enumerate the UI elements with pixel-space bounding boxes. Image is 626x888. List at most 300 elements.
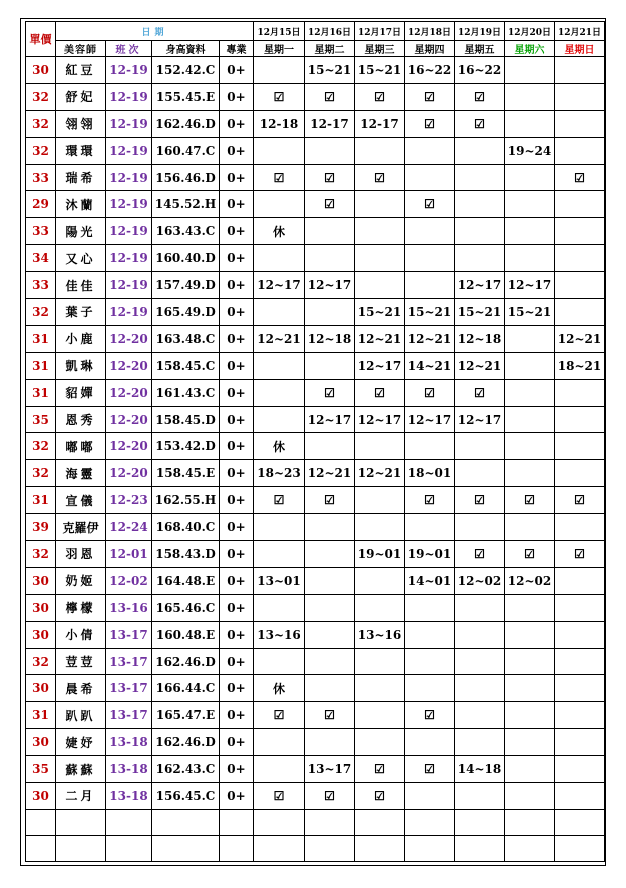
schedule-cell [455,783,505,810]
class-cell: 13-18 [106,756,152,783]
header-spec: 專業 [220,41,254,57]
schedule-cell [254,245,305,272]
schedule-cell: 12~17 [455,406,505,433]
schedule-cell [254,379,305,406]
spec-cell: 0+ [220,110,254,137]
schedule-cell [505,245,555,272]
header-weekday: 星期三 [355,41,405,57]
schedule-cell: ☑ [455,110,505,137]
empty-cell [254,809,305,835]
spec-cell: 0+ [220,594,254,621]
schedule-cell: ☑ [254,783,305,810]
schedule-cell: 14~21 [405,352,455,379]
empty-row [26,809,605,835]
schedule-cell: 12~18 [455,325,505,352]
schedule-cell [355,702,405,729]
schedule-cell: 15~21 [355,299,405,326]
schedule-cell [355,137,405,164]
header-date: 12月18日 [405,22,455,41]
height-cell: 156.45.C [152,783,220,810]
teacher-name: 瑞希 [56,164,106,191]
price-cell: 30 [26,57,56,84]
schedule-cell: ☑ [555,541,605,568]
height-cell: 166.44.C [152,675,220,702]
schedule-cell [355,245,405,272]
table-row [26,406,605,433]
price-cell: 30 [26,675,56,702]
schedule-cell [405,433,455,460]
spec-cell: 0+ [220,567,254,594]
schedule-cell: ☑ [555,487,605,514]
teacher-name: 嘟嘟 [56,433,106,460]
schedule-cell: ☑ [405,756,455,783]
table-row [26,191,605,218]
schedule-cell [355,675,405,702]
height-cell: 162.46.D [152,110,220,137]
price-cell: 30 [26,567,56,594]
empty-cell [220,835,254,861]
table-row [26,433,605,460]
spec-cell: 0+ [220,299,254,326]
schedule-cell [305,299,355,326]
spec-cell: 0+ [220,729,254,756]
height-cell: 162.55.H [152,487,220,514]
schedule-cell [355,729,405,756]
teacher-name: 羽恩 [56,541,106,568]
schedule-cell: 12~21 [455,352,505,379]
height-cell: 164.48.E [152,567,220,594]
teacher-name: 貂嬋 [56,379,106,406]
schedule-cell [405,164,455,191]
price-cell: 31 [26,325,56,352]
height-cell: 165.47.E [152,702,220,729]
teacher-name: 小鹿 [56,325,106,352]
schedule-cell: ☑ [305,83,355,110]
schedule-cell [555,594,605,621]
schedule-cell: ☑ [405,191,455,218]
schedule-cell [305,729,355,756]
spec-cell: 0+ [220,783,254,810]
teacher-name: 環環 [56,137,106,164]
header-date: 12月20日 [505,22,555,41]
height-cell: 155.45.E [152,83,220,110]
teacher-name: 凱琳 [56,352,106,379]
spec-cell: 0+ [220,379,254,406]
teacher-name: 荳荳 [56,648,106,675]
header-date: 12月15日 [254,22,305,41]
schedule-cell [505,621,555,648]
empty-cell [455,809,505,835]
empty-cell [455,835,505,861]
table-row [26,57,605,84]
schedule-cell: 16~22 [455,57,505,84]
spec-cell: 0+ [220,433,254,460]
schedule-cell [505,191,555,218]
price-cell: 35 [26,756,56,783]
spec-cell: 0+ [220,191,254,218]
schedule-cell: ☑ [455,379,505,406]
schedule-cell [305,675,355,702]
schedule-cell [505,406,555,433]
schedule-cell [305,433,355,460]
price-cell: 32 [26,541,56,568]
teacher-name: 克羅伊 [56,514,106,541]
schedule-cell: 12-17 [355,110,405,137]
empty-cell [56,835,106,861]
class-cell: 13-17 [106,621,152,648]
class-cell: 12-19 [106,137,152,164]
schedule-cell [505,648,555,675]
price-cell: 32 [26,110,56,137]
height-cell: 161.43.C [152,379,220,406]
table-row [26,299,605,326]
schedule-cell: ☑ [455,541,505,568]
class-cell: 12-24 [106,514,152,541]
schedule-cell: 休 [254,218,305,245]
class-cell: 12-19 [106,57,152,84]
schedule-cell [555,702,605,729]
teacher-name: 陽光 [56,218,106,245]
schedule-cell [505,83,555,110]
schedule-cell: 13~17 [305,756,355,783]
schedule-cell [254,299,305,326]
schedule-cell [254,191,305,218]
class-cell: 12-20 [106,433,152,460]
class-cell: 12-20 [106,325,152,352]
schedule-cell: 13~01 [254,567,305,594]
schedule-cell [455,218,505,245]
table-row [26,325,605,352]
schedule-cell: 休 [254,675,305,702]
teacher-name: 恩秀 [56,406,106,433]
table-row [26,245,605,272]
schedule-cell [555,245,605,272]
schedule-cell [455,137,505,164]
empty-cell [220,809,254,835]
spec-cell: 0+ [220,406,254,433]
table-row [26,460,605,487]
class-cell: 12-19 [106,218,152,245]
empty-cell [152,835,220,861]
empty-cell [305,809,355,835]
schedule-cell [555,729,605,756]
empty-cell [355,809,405,835]
header-class: 班次 [106,41,152,57]
height-cell: 163.43.C [152,218,220,245]
schedule-cell [505,433,555,460]
header-weekday: 星期四 [405,41,455,57]
schedule-cell [505,325,555,352]
schedule-cell [455,648,505,675]
schedule-cell [254,648,305,675]
table-row [26,756,605,783]
class-cell: 12-01 [106,541,152,568]
schedule-cell [555,783,605,810]
schedule-cell: 12~02 [455,567,505,594]
schedule-cell [505,675,555,702]
teacher-name: 沐蘭 [56,191,106,218]
teacher-name: 海靈 [56,460,106,487]
height-cell: 165.46.C [152,594,220,621]
class-cell: 12-20 [106,352,152,379]
spec-cell: 0+ [220,245,254,272]
schedule-cell [455,702,505,729]
schedule-cell [555,756,605,783]
table-row [26,621,605,648]
class-cell: 12-20 [106,406,152,433]
schedule-cell: 15~21 [355,57,405,84]
header-date: 12月19日 [455,22,505,41]
schedule-cell: 14~18 [455,756,505,783]
schedule-cell [455,245,505,272]
empty-cell [254,835,305,861]
price-cell: 31 [26,352,56,379]
price-cell: 33 [26,164,56,191]
schedule-cell [455,460,505,487]
price-cell: 30 [26,621,56,648]
height-cell: 162.46.D [152,648,220,675]
schedule-cell [355,594,405,621]
class-cell: 12-19 [106,191,152,218]
schedule-cell: 12~17 [455,272,505,299]
schedule-cell [455,433,505,460]
height-cell: 165.49.D [152,299,220,326]
schedule-cell [254,406,305,433]
schedule-cell: 18~01 [405,460,455,487]
schedule-cell [405,648,455,675]
class-cell: 12-19 [106,245,152,272]
schedule-cell: 12~17 [305,406,355,433]
schedule-cell [355,218,405,245]
schedule-cell: 12~17 [355,406,405,433]
empty-cell [26,835,56,861]
empty-cell [505,835,555,861]
spec-cell: 0+ [220,57,254,84]
schedule-cell [405,218,455,245]
header-weekday-sunday: 星期日 [555,41,605,57]
schedule-cell [254,137,305,164]
schedule-cell [555,137,605,164]
schedule-cell [405,272,455,299]
empty-cell [555,835,605,861]
empty-cell [355,835,405,861]
header-date: 12月17日 [355,22,405,41]
schedule-cell: 14~01 [405,567,455,594]
teacher-name: 蘇蘇 [56,756,106,783]
schedule-cell: 12~17 [505,272,555,299]
spec-cell: 0+ [220,325,254,352]
price-cell: 32 [26,648,56,675]
height-cell: 160.40.D [152,245,220,272]
schedule-cell [555,433,605,460]
price-cell: 30 [26,594,56,621]
spec-cell: 0+ [220,460,254,487]
schedule-cell [505,110,555,137]
class-cell: 12-19 [106,299,152,326]
class-cell: 13-17 [106,648,152,675]
schedule-cell [305,245,355,272]
schedule-cell: 15~21 [305,57,355,84]
schedule-cell [305,567,355,594]
schedule-cell [254,514,305,541]
class-cell: 12-02 [106,567,152,594]
teacher-name: 趴趴 [56,702,106,729]
schedule-cell: 12~17 [305,272,355,299]
schedule-cell: 12~21 [555,325,605,352]
schedule-cell [555,110,605,137]
schedule-cell [555,648,605,675]
schedule-cell [254,756,305,783]
schedule-cell: ☑ [254,83,305,110]
schedule-cell [455,164,505,191]
header-weekday-saturday: 星期六 [505,41,555,57]
price-cell: 31 [26,487,56,514]
height-cell: 152.42.C [152,57,220,84]
schedule-cell: ☑ [254,487,305,514]
teacher-name: 翎翎 [56,110,106,137]
price-cell: 39 [26,514,56,541]
schedule-cell: 15~21 [405,299,455,326]
empty-cell [405,835,455,861]
schedule-cell [405,514,455,541]
header-date-title: 日期 [56,22,254,41]
schedule-cell [305,514,355,541]
schedule-cell: 12~02 [505,567,555,594]
table-row [26,352,605,379]
schedule-cell [305,594,355,621]
schedule-cell [254,729,305,756]
spec-cell: 0+ [220,164,254,191]
spec-cell: 0+ [220,137,254,164]
class-cell: 13-18 [106,729,152,756]
height-cell: 160.48.E [152,621,220,648]
spec-cell: 0+ [220,541,254,568]
schedule-cell [455,621,505,648]
schedule-cell: 12~21 [305,460,355,487]
height-cell: 156.46.D [152,164,220,191]
table-row [26,594,605,621]
empty-cell [106,835,152,861]
schedule-cell [505,460,555,487]
schedule-cell: 15~21 [505,299,555,326]
schedule-cell [405,783,455,810]
schedule-cell [505,218,555,245]
empty-cell [56,809,106,835]
schedule-cell: 19~24 [505,137,555,164]
schedule-cell: 19~01 [405,541,455,568]
schedule-cell [355,648,405,675]
schedule-cell: 12~21 [355,460,405,487]
schedule-cell [305,218,355,245]
schedule-cell: 13~16 [254,621,305,648]
schedule-cell [505,352,555,379]
empty-cell [152,809,220,835]
empty-cell [555,809,605,835]
class-cell: 12-20 [106,460,152,487]
schedule-cell [305,541,355,568]
schedule-cell [555,299,605,326]
schedule-cell: ☑ [355,783,405,810]
schedule-cell [405,137,455,164]
teacher-name: 婕妤 [56,729,106,756]
schedule-cell: 16~22 [405,57,455,84]
height-cell: 162.43.C [152,756,220,783]
schedule-cell [254,594,305,621]
schedule-cell: ☑ [405,487,455,514]
schedule-cell [505,57,555,84]
schedule-cell: ☑ [405,379,455,406]
table-row [26,83,605,110]
table-row [26,702,605,729]
price-cell: 35 [26,406,56,433]
schedule-cell [505,164,555,191]
empty-row [26,835,605,861]
schedule-cell: ☑ [355,83,405,110]
schedule-cell [505,756,555,783]
schedule-cell [355,191,405,218]
price-cell: 33 [26,218,56,245]
table-row [26,648,605,675]
class-cell: 12-20 [106,379,152,406]
schedule-cell: ☑ [505,541,555,568]
schedule-cell: ☑ [455,83,505,110]
schedule-cell [505,594,555,621]
schedule-cell [555,567,605,594]
spec-cell: 0+ [220,514,254,541]
teacher-name: 小倩 [56,621,106,648]
table-row [26,541,605,568]
schedule-cell [405,675,455,702]
schedule-cell [305,352,355,379]
schedule-cell [555,460,605,487]
schedule-cell: 12~17 [355,352,405,379]
schedule-cell [555,83,605,110]
spec-cell: 0+ [220,487,254,514]
empty-cell [505,809,555,835]
schedule-cell [555,218,605,245]
height-cell: 158.45.D [152,406,220,433]
teacher-name: 舒妃 [56,83,106,110]
schedule-cell: ☑ [355,756,405,783]
height-cell: 158.43.D [152,541,220,568]
schedule-cell: 12~17 [405,406,455,433]
teacher-name: 葉子 [56,299,106,326]
schedule-cell [355,514,405,541]
price-cell: 32 [26,460,56,487]
spec-cell: 0+ [220,675,254,702]
class-cell: 12-19 [106,83,152,110]
price-cell: 30 [26,729,56,756]
schedule-cell [505,783,555,810]
header-price: 單價 [26,22,56,57]
schedule-cell: 12~21 [405,325,455,352]
schedule-cell [355,487,405,514]
spec-cell: 0+ [220,218,254,245]
schedule-cell: ☑ [405,110,455,137]
price-cell: 32 [26,137,56,164]
schedule-cell: ☑ [254,164,305,191]
price-cell: 34 [26,245,56,272]
table-row [26,379,605,406]
table-row [26,675,605,702]
schedule-cell [555,406,605,433]
empty-cell [106,809,152,835]
height-cell: 145.52.H [152,191,220,218]
schedule-cell [555,191,605,218]
schedule-cell [555,675,605,702]
schedule-cell: 19~01 [355,541,405,568]
price-cell: 32 [26,299,56,326]
